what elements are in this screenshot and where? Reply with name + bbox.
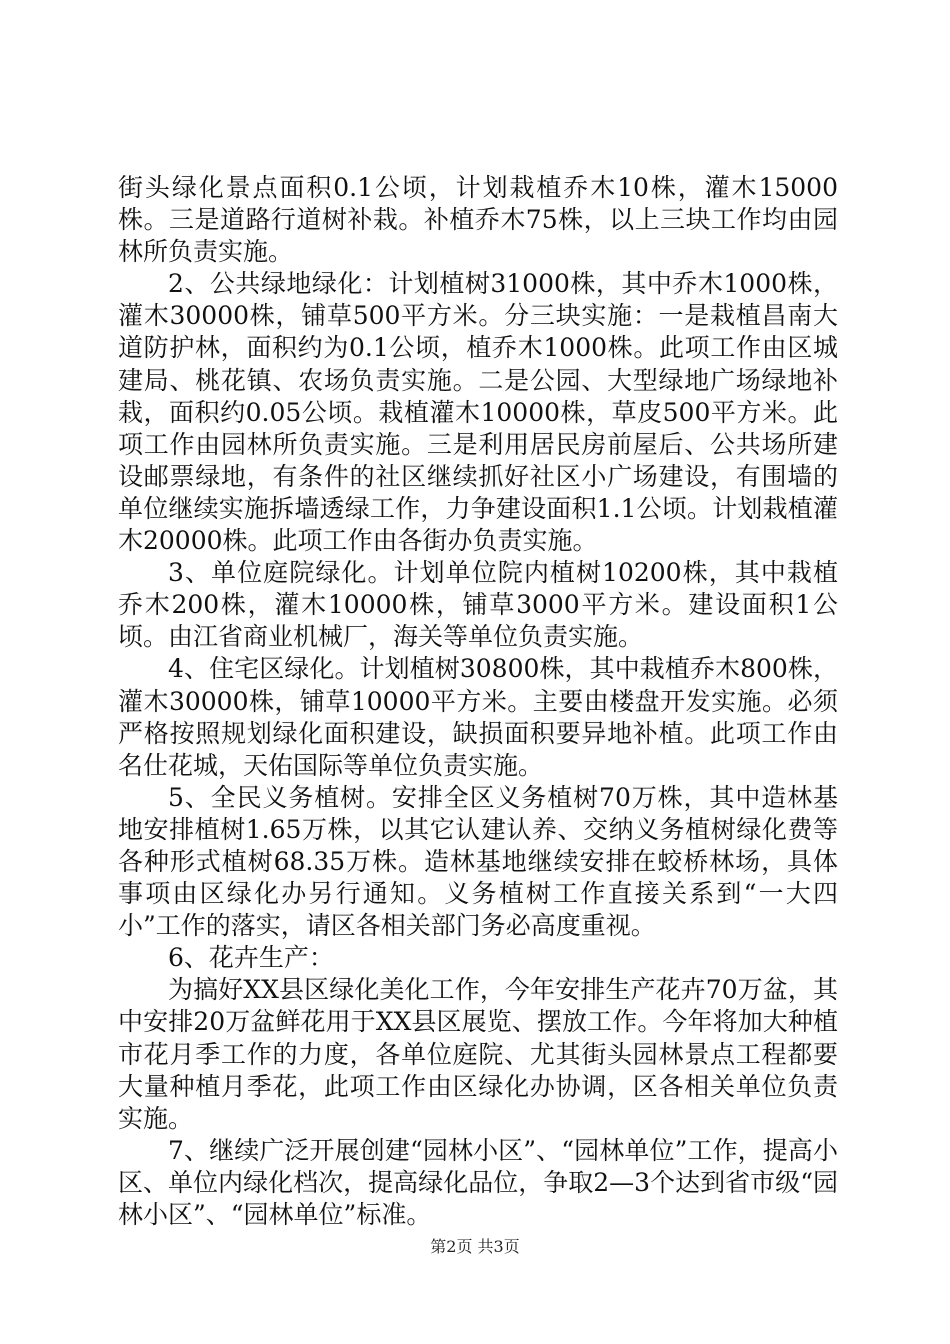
paragraph-voluntary-planting: 5、全民义务植树。安排全区义务植树70万株，其中造林基地安排植树1.65万株，以其它认建认养、交纳义务植树绿化费等各种形式植树68.35万株。造林基地继续安排在蛟桥林场，具体事项由区绿化办另行通知。义务植树工作直接关系到“一大四小”工作的落实，请区各相关部门务必高度重视。 [118,782,838,941]
paragraph-public-greenspace: 2、公共绿地绿化：计划植树31000株，其中乔木1000株，灌木30000株，铺草500平方米。分三块实施：一是栽植昌南大道防护林，面积约为0.1公顷，植乔木1000株。此项工作由区城建局、桃花镇、农场负责实施。二是公园、大型绿地广场绿地补栽，面积约0.05公顷。栽植灌木10000株，草皮500平方米。此项工作由园林所负责实施。三是利用居民房前屋后、公共场所建设邮票绿地，有条件的社区继续抓好社区小广场建设，有围墙的单位继续实施拆墙透绿工作，力争建设面积1.1公顷。计划栽植灌木20000株。此项工作由各街办负责实施。 [118,269,838,556]
paragraph-garden-community: 7、继续广泛开展创建“园林小区”、“园林单位”工作，提高小区、单位内绿化档次，提高绿化品位，争取2—3个达到省市级“园林小区”、“园林单位”标准。 [118,1135,838,1229]
paragraph-flower-production-heading: 6、花卉生产： [168,943,334,973]
paragraph-continuation: 街头绿化景点面积0.1公顷，计划栽植乔木10株，灌木15000株。三是道路行道树补栽。补植乔木75株，以上三块工作均由园林所负责实施。 [118,173,838,267]
paragraph-courtyard-greening: 3、单位庭院绿化。计划单位院内植树10200株，其中栽植乔木200株，灌木10000株，铺草3000平方米。建设面积1公顷。由江省商业机械厂，海关等单位负责实施。 [118,558,838,652]
paragraph-flower-production: 为搞好XX县区绿化美化工作，今年安排生产花卉70万盆，其中安排20万盆鲜花用于XX县区展览、摆放工作。今年将加大种植市花月季工作的力度，各单位庭院、尤其街头园林景点工程都要大量种植月季花，此项工作由区绿化办协调，区各相关单位负责实施。 [118,975,838,1133]
paragraph-residential-greening: 4、住宅区绿化。计划植树30800株，其中栽植乔木800株，灌木30000株，铺草10000平方米。主要由楼盘开发实施。必须严格按照规划绿化面积建设，缺损面积要异地补植。此项工作由名仕花城，天佑国际等单位负责实施。 [118,654,838,780]
page-number-footer: 第2页 共3页 [430,1237,520,1256]
document-body [118,172,838,1231]
